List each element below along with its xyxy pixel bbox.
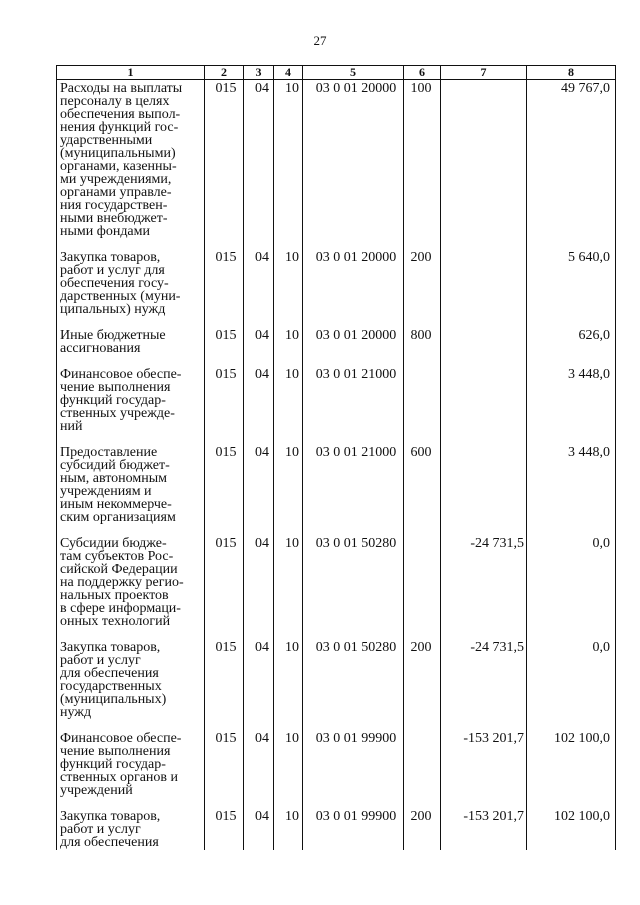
cell-subsection: 10 bbox=[285, 731, 299, 746]
row-description: Закупка товаров, работ и услуг для обеспечения bbox=[60, 809, 161, 850]
row-description: Расходы на выплаты персоналу в целях обеспечения выпол- нения функций гос- ударственными (муниципальными) органами, казенны- ми учреждениями, органами управле- ния государствен- ными внебюджет- ными фондами bbox=[60, 81, 183, 239]
cell-section: 04 bbox=[255, 536, 269, 551]
cell-total-amount: 5 640,0 bbox=[568, 250, 610, 265]
header-cell: 3 bbox=[255, 65, 262, 79]
cell-total-amount: 626,0 bbox=[578, 328, 610, 343]
cell-total-amount: 3 448,0 bbox=[568, 445, 610, 460]
header-cell: 1 bbox=[127, 65, 134, 79]
page-number: 27 bbox=[313, 33, 327, 48]
cell-total-amount: 3 448,0 bbox=[568, 367, 610, 382]
cell-subsection: 10 bbox=[285, 367, 299, 382]
column-divider bbox=[56, 65, 57, 850]
row-description: Закупка товаров, работ и услуг для обеспечения госу- дарственных (муни- ципальных) нужд bbox=[60, 250, 181, 317]
column-divider bbox=[204, 65, 205, 850]
cell-section: 04 bbox=[255, 81, 269, 96]
cell-section: 04 bbox=[255, 367, 269, 382]
row-description: Финансовое обеспе- чение выполнения функций государ- ственных учрежде- ний bbox=[60, 367, 182, 434]
cell-ministry-code: 015 bbox=[215, 536, 237, 551]
header-bottom-line bbox=[56, 79, 616, 80]
cell-target-article: 03 0 01 20000 bbox=[315, 250, 397, 265]
cell-ministry-code: 015 bbox=[215, 250, 237, 265]
column-divider bbox=[615, 65, 616, 850]
cell-section: 04 bbox=[255, 640, 269, 655]
cell-ministry-code: 015 bbox=[215, 445, 237, 460]
cell-target-article: 03 0 01 99900 bbox=[315, 731, 397, 746]
header-cell: 4 bbox=[285, 65, 291, 79]
header-cell: 5 bbox=[350, 65, 356, 79]
cell-target-article: 03 0 01 21000 bbox=[315, 367, 397, 382]
cell-total-amount: 0,0 bbox=[592, 640, 610, 655]
row-description: Иные бюджетные ассигнования bbox=[60, 328, 166, 356]
cell-total-amount: 0,0 bbox=[592, 536, 610, 551]
cell-section: 04 bbox=[255, 328, 269, 343]
cell-ministry-code: 015 bbox=[215, 367, 237, 382]
cell-ministry-code: 015 bbox=[215, 81, 237, 96]
row-description: Субсидии бюдже- там субъектов Рос- сийской Федерации на поддержку регио- нальных проектов в сфере информаци- онных технологий bbox=[60, 536, 184, 629]
cell-target-article: 03 0 01 20000 bbox=[315, 328, 397, 343]
cell-total-amount: 102 100,0 bbox=[554, 809, 610, 824]
cell-expense-type: 200 bbox=[410, 809, 432, 824]
cell-ministry-code: 015 bbox=[215, 328, 237, 343]
cell-section: 04 bbox=[255, 250, 269, 265]
cell-subsection: 10 bbox=[285, 81, 299, 96]
cell-subsection: 10 bbox=[285, 328, 299, 343]
cell-total-amount: 102 100,0 bbox=[554, 731, 610, 746]
header-cell: 2 bbox=[221, 65, 227, 79]
row-description: Закупка товаров, работ и услуг для обеспечения государственных (муниципальных) нужд bbox=[60, 640, 167, 720]
cell-ministry-code: 015 bbox=[215, 731, 237, 746]
header-cell: 6 bbox=[419, 65, 425, 79]
cell-expense-type: 800 bbox=[410, 328, 432, 343]
cell-target-article: 03 0 01 99900 bbox=[315, 809, 397, 824]
cell-subsection: 10 bbox=[285, 640, 299, 655]
cell-subsection: 10 bbox=[285, 809, 299, 824]
row-description: Финансовое обеспе- чение выполнения функций государ- ственных органов и учреждений bbox=[60, 731, 182, 798]
cell-section: 04 bbox=[255, 731, 269, 746]
cell-target-article: 03 0 01 50280 bbox=[315, 536, 397, 551]
cell-expense-type: 200 bbox=[410, 640, 432, 655]
cell-change-amount: -24 731,5 bbox=[470, 536, 524, 551]
cell-section: 04 bbox=[255, 445, 269, 460]
cell-expense-type: 600 bbox=[410, 445, 432, 460]
cell-change-amount: -24 731,5 bbox=[470, 640, 524, 655]
cell-expense-type: 200 bbox=[410, 250, 432, 265]
row-description: Предоставление субсидий бюджет- ным, автономным учреждениям и иным некоммерче- ским организациям bbox=[60, 445, 176, 525]
header-cell: 7 bbox=[480, 65, 487, 79]
cell-ministry-code: 015 bbox=[215, 809, 237, 824]
cell-change-amount: -153 201,7 bbox=[463, 731, 524, 746]
cell-ministry-code: 015 bbox=[215, 640, 237, 655]
cell-total-amount: 49 767,0 bbox=[561, 81, 610, 96]
cell-expense-type: 100 bbox=[410, 81, 432, 96]
header-cell: 8 bbox=[568, 65, 574, 79]
cell-change-amount: -153 201,7 bbox=[463, 809, 524, 824]
cell-target-article: 03 0 01 20000 bbox=[315, 81, 397, 96]
cell-target-article: 03 0 01 21000 bbox=[315, 445, 397, 460]
cell-subsection: 10 bbox=[285, 250, 299, 265]
cell-target-article: 03 0 01 50280 bbox=[315, 640, 397, 655]
cell-section: 04 bbox=[255, 809, 269, 824]
cell-subsection: 10 bbox=[285, 536, 299, 551]
cell-subsection: 10 bbox=[285, 445, 299, 460]
